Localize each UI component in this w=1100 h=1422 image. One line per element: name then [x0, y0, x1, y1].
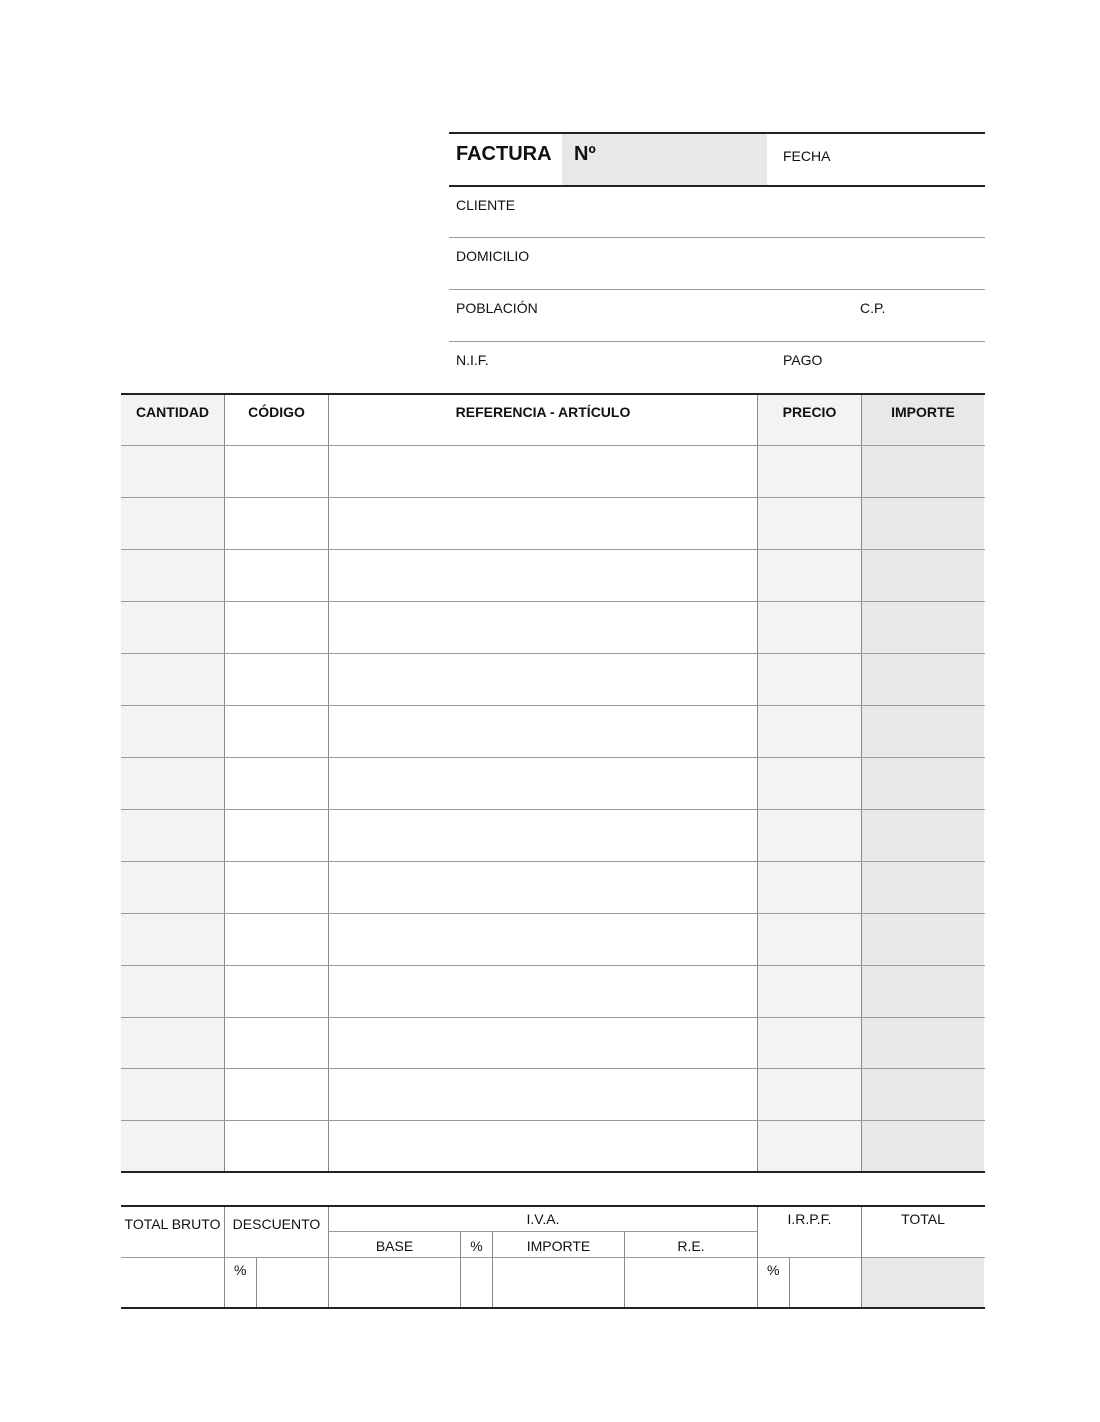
discount-percent-sign: % — [234, 1262, 247, 1278]
table-row — [121, 653, 985, 654]
address-rule — [449, 289, 985, 290]
items-divider-2 — [328, 395, 329, 1171]
col-header-code: CÓDIGO — [248, 404, 305, 420]
totals-divider — [256, 1258, 257, 1307]
total-label: TOTAL — [901, 1211, 945, 1227]
price-column-bg — [758, 395, 861, 1171]
iva-re-label: R.E. — [677, 1238, 705, 1254]
col-header-reference: REFERENCIA - ARTÍCULO — [455, 404, 631, 420]
town-label: POBLACIÓN — [456, 300, 538, 316]
town-rule — [449, 341, 985, 342]
col-header-price: PRECIO — [782, 404, 837, 420]
postal-code-label: C.P. — [860, 300, 886, 316]
totals-divider — [789, 1258, 790, 1307]
totals-bottom-rule — [121, 1307, 985, 1309]
col-header-amount: IMPORTE — [891, 404, 955, 420]
nif-label: N.I.F. — [456, 352, 489, 368]
irpf-label: I.R.P.F. — [787, 1211, 832, 1227]
table-row — [121, 861, 985, 862]
iva-base-label: BASE — [375, 1238, 414, 1254]
invoice-number-label: Nº — [574, 143, 596, 165]
payment-label: PAGO — [783, 352, 823, 368]
iva-subheader-rule — [329, 1231, 757, 1232]
table-row — [121, 1120, 985, 1121]
header-bottom-rule — [449, 185, 985, 187]
gross-total-label: TOTAL BRUTO — [124, 1216, 221, 1232]
items-divider-3 — [757, 395, 758, 1171]
table-row — [121, 497, 985, 498]
quantity-column-bg — [121, 395, 224, 1171]
table-row — [121, 757, 985, 758]
date-label: FECHA — [783, 148, 831, 164]
items-bottom-rule — [121, 1171, 985, 1173]
totals-header-rule — [121, 1257, 985, 1258]
iva-amount-label: IMPORTE — [526, 1238, 591, 1254]
invoice-title: FACTURA — [456, 143, 552, 165]
table-row — [121, 965, 985, 966]
table-row — [121, 705, 985, 706]
address-label: DOMICILIO — [456, 248, 530, 264]
client-label: CLIENTE — [456, 197, 516, 213]
table-row — [121, 549, 985, 550]
table-row — [121, 809, 985, 810]
items-top-rule — [121, 393, 985, 395]
items-divider-4 — [861, 395, 862, 1171]
totals-top-rule — [121, 1205, 985, 1207]
iva-label: I.V.A. — [526, 1211, 560, 1227]
table-row — [121, 913, 985, 914]
irpf-percent-sign: % — [767, 1262, 780, 1278]
amount-column-bg — [862, 395, 984, 1171]
col-header-quantity: CANTIDAD — [135, 404, 210, 420]
discount-label: DESCUENTO — [232, 1216, 321, 1232]
table-row — [121, 1017, 985, 1018]
table-row — [121, 1068, 985, 1069]
iva-percent-label: % — [470, 1238, 483, 1254]
header-top-rule — [449, 132, 985, 134]
table-row — [121, 601, 985, 602]
total-value-bg — [862, 1258, 984, 1308]
table-row — [121, 445, 985, 446]
items-divider-1 — [224, 395, 225, 1171]
client-rule — [449, 237, 985, 238]
